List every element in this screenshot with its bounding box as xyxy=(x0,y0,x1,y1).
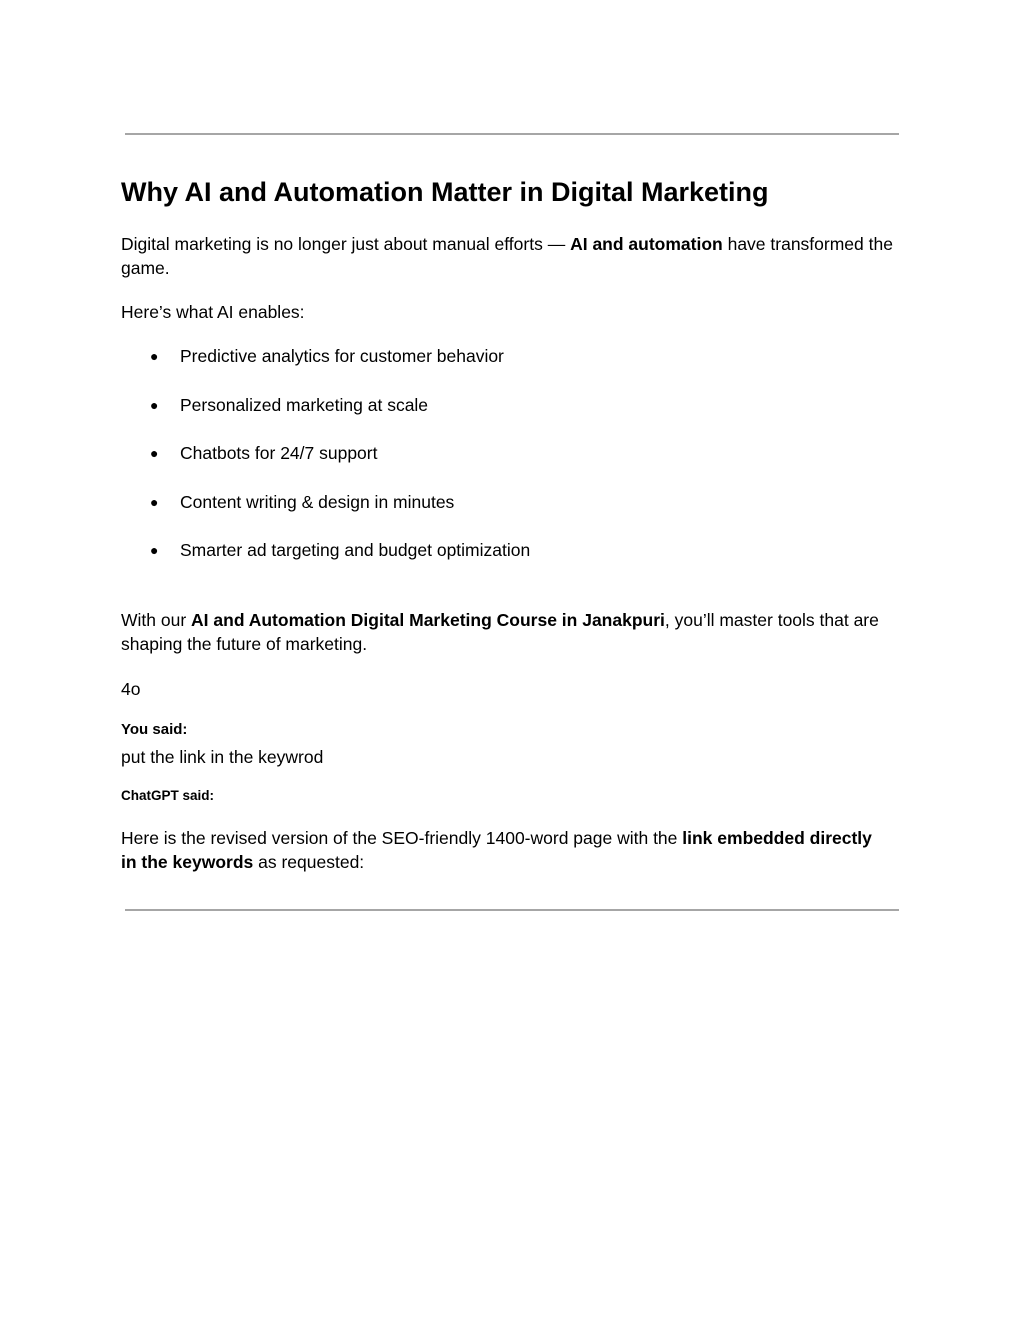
intro-paragraph xyxy=(121,232,911,280)
list-item xyxy=(150,344,530,368)
course-text-end: , you’ll master tools that are shaping the future of marketing. xyxy=(121,610,879,654)
intro-text-start: Digital marketing is no longer just about manual efforts — xyxy=(121,234,571,254)
course-paragraph xyxy=(121,608,911,656)
course-text-start: With our xyxy=(121,610,192,630)
intro-text-end: have transformed the game. xyxy=(121,234,893,278)
list-item-text: Personalized marketing at scale xyxy=(180,394,429,415)
intro-bold-text: AI and automation xyxy=(570,234,723,254)
response-text-end: as requested: xyxy=(253,852,365,872)
response-paragraph xyxy=(121,826,881,874)
enables-heading: Here’s what AI enables: xyxy=(121,302,305,322)
list-item-text: Smarter ad targeting and budget optimization xyxy=(180,540,531,560)
list-item xyxy=(150,538,530,562)
chatgpt-said-label: ChatGPT said: xyxy=(121,788,215,803)
bullet-icon: ● xyxy=(150,348,159,364)
list-item xyxy=(150,490,530,514)
list-item xyxy=(150,441,530,465)
bottom-divider xyxy=(125,909,899,911)
list-item xyxy=(150,393,530,417)
top-divider xyxy=(125,133,899,135)
list-item-text: Predictive analytics for customer behavior xyxy=(180,346,504,366)
list-item-text: Content writing & design in minutes xyxy=(180,491,455,512)
model-tag: 4o xyxy=(121,679,141,699)
list-item-text: Chatbots for 24/7 support xyxy=(180,443,378,463)
course-keyword: AI and Automation Digital Marketing Course in Janakpuri xyxy=(191,610,665,630)
you-said-label: You said: xyxy=(121,721,188,738)
bullet-icon: ● xyxy=(150,542,159,558)
response-text-start: Here is the revised version of the SEO-friendly 1400-word page with the xyxy=(121,828,683,848)
user-message: put the link in the keywrod xyxy=(121,747,324,767)
ai-capabilities-list xyxy=(150,344,530,587)
bullet-icon: ● xyxy=(150,396,159,413)
page-title: Why AI and Automation Matter in Digital Marketing xyxy=(121,177,769,207)
response-bold-text: link embedded directly in the keywords xyxy=(121,828,872,872)
bullet-icon: ● xyxy=(150,445,159,461)
bullet-icon: ● xyxy=(150,493,159,510)
